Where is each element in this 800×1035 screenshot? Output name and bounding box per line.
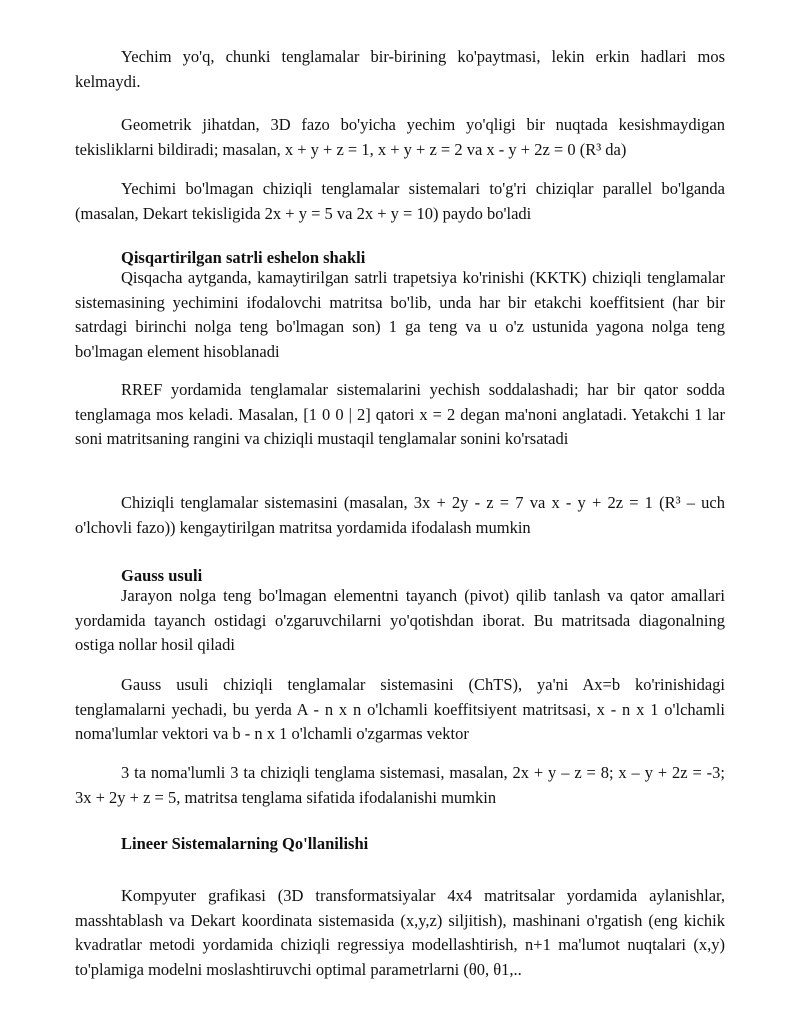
heading-rref: Qisqartirilgan satrli eshelon shakli [121,248,366,267]
heading-gauss: Gauss usuli [121,566,203,585]
paragraph-rref-definition: Qisqacha aytganda, kamaytirilgan satrli trapetsiya ko'rinishi (KKTK) chiziqli tenglamalar sistemasining yechimini ifodalovchi matritsa bo'lib, unda har bir etakchi koeffitsient (har bir satrdagi birinchi nolga teng bo'lmagan son) 1 ga teng va u o'z ustunida yagona nolga teng bo'lmagan element hisoblanadi [75,268,725,361]
paragraph-augmented-matrix: Chiziqli tenglamalar sistemasini (masalan, 3x + 2y - z = 7 va x - y + 2z = 1 (R³ – uch o'lchovli fazo)) kengaytirilgan matritsa yordamida ifodalash mumkin [75,493,725,537]
paragraph-parallel-lines: Yechimi bo'lmagan chiziqli tenglamalar sistemalari to'g'ri chiziqlar parallel bo'lganda (masalan, Dekart tekisligida 2x + y = 5 va 2x + y = 10) paydo bo'ladi [75,179,725,223]
paragraph-rref-usage: RREF yordamida tenglamalar sistemalarini yechish soddalashadi; har bir qator sodda tenglamaga mos keladi. Masalan, [1 0 0 | 2] qatori x = 2 degan ma'noni anglatadi. Yetakchi 1 lar soni matritsaning rangini va chiziqli mustaqil tenglamalar sonini ko'rsatadi [75,380,725,449]
paragraph-gauss-system: Gauss usuli chiziqli tenglamalar sistemasini (ChTS), ya'ni Ax=b ko'rinishidagi tenglamalarni yechadi, bu yerda A - n x n o'lchamli koeffitsiyent matritsasi, x - n x 1 o'lchamli noma'lumlar vektori va b - n x 1 o'lchamli o'zgarmas vektor [75,675,725,744]
heading-applications: Lineer Sistemalarning Qo'llanilishi [121,834,369,853]
paragraph-geometric: Geometrik jihatdan, 3D fazo bo'yicha yechim yo'qligi bir nuqtada kesishmaydigan tekisliklarni bildiradi; masalan, x + y + z = 1, x + y + z = 2 va x - y + 2z = 0 (R³ da) [75,115,725,159]
paragraph-gauss-process: Jarayon nolga teng bo'lmagan elementni tayanch (pivot) qilib tanlash va qator amallari yordamida tayanch ostidagi o'zgaruvchilarni yo'qotishdan iborat. Bu matritsada diagonalning ostiga nollar hosil qiladi [75,586,725,655]
paragraph-applications: Kompyuter grafikasi (3D transformatsiyalar 4x4 matritsalar yordamida aylanishlar, masshtablash va Dekart koordinata sistemasida (x,y,z) siljitish), mashinani o'rgatish (eng kichik kvadratlar metodi yordamida chiziqli regressiya modellashtirish, n+1 ma'lumot nuqtalari (x,y) to'plamiga modelni moslashtiruvchi optimal parametrlarni (θ0, θ1,.. [75,886,725,979]
paragraph-no-solution: Yechim yo'q, chunki tenglamalar bir-birining ko'paytmasi, lekin erkin hadlari mos kelmaydi. [75,47,725,91]
paragraph-gauss-example: 3 ta noma'lumli 3 ta chiziqli tenglama sistemasi, masalan, 2x + y – z = 8; x – y + 2z = -3; 3x + 2y + z = 5, matritsa tenglama sifatida ifodalanishi mumkin [75,763,725,807]
